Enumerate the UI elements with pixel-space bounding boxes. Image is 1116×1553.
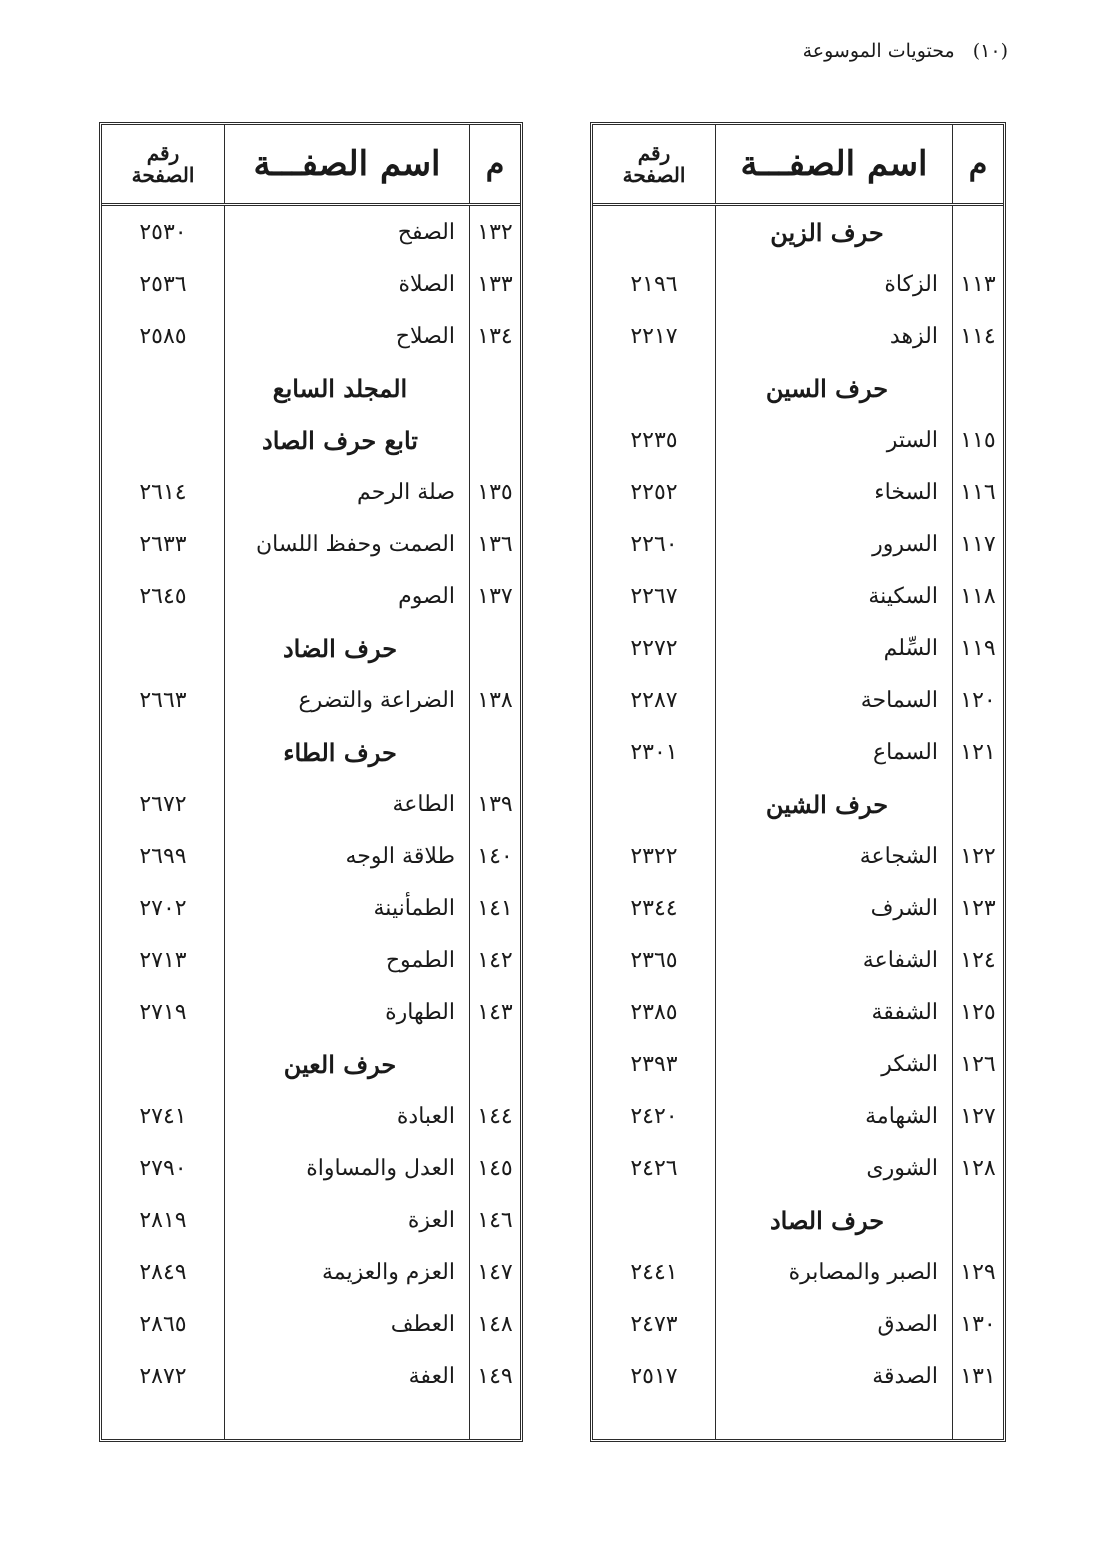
entry-number: ١٤٢ bbox=[477, 947, 513, 973]
entry-name: السماحة bbox=[716, 674, 953, 726]
entry-number: ١٢٢ bbox=[960, 843, 996, 869]
toc-table-left bbox=[99, 122, 523, 1442]
column-header-name: اسم الصفـــة bbox=[225, 125, 470, 205]
column-header-page-line1: رقم bbox=[637, 141, 671, 165]
column-header-page-line2: الصفحة bbox=[622, 163, 686, 187]
entry-number: ١٤١ bbox=[477, 895, 513, 921]
entry-name: الصلاة bbox=[225, 258, 470, 310]
row-number-empty bbox=[953, 205, 1004, 259]
entry-number: ١٢٧ bbox=[960, 1103, 996, 1129]
entry-page: ٢٦٦٣ bbox=[102, 674, 225, 726]
entry-page: ٢٤٢٠ bbox=[593, 1090, 716, 1142]
entry-name: طلاقة الوجه bbox=[225, 830, 470, 882]
entry-name: العبادة bbox=[225, 1090, 470, 1142]
entry-number: ١٢٤ bbox=[960, 947, 996, 973]
entry-page: ٢٧٩٠ bbox=[102, 1142, 225, 1194]
table-row bbox=[593, 258, 1003, 310]
section-heading: حرف الصاد bbox=[716, 1194, 953, 1246]
row-number-empty bbox=[470, 414, 521, 466]
table-row bbox=[593, 1090, 1003, 1142]
entry-page: ٢٧١٩ bbox=[102, 986, 225, 1038]
table-row bbox=[593, 1246, 1003, 1298]
row-page-empty bbox=[593, 778, 716, 830]
section-heading: حرف السين bbox=[716, 362, 953, 414]
section-heading-row bbox=[102, 1038, 520, 1090]
table-row bbox=[102, 934, 520, 986]
entry-name: الستر bbox=[716, 414, 953, 466]
row-number-empty bbox=[470, 1038, 521, 1090]
table-row bbox=[102, 830, 520, 882]
row-page-empty bbox=[102, 414, 225, 466]
table-row bbox=[593, 726, 1003, 778]
entry-name: الصوم bbox=[225, 570, 470, 622]
entry-name: الشورى bbox=[716, 1142, 953, 1194]
column-header-number: م bbox=[470, 125, 521, 205]
table-row bbox=[102, 570, 520, 622]
table-row bbox=[593, 674, 1003, 726]
row-page-empty bbox=[102, 622, 225, 674]
row-page-empty bbox=[102, 362, 225, 414]
row-page-empty bbox=[102, 726, 225, 778]
entry-page: ٢٢٣٥ bbox=[593, 414, 716, 466]
entry-number: ١٣٧ bbox=[477, 583, 513, 609]
entry-name: السرور bbox=[716, 518, 953, 570]
entry-name: العدل والمساواة bbox=[225, 1142, 470, 1194]
row-number-empty bbox=[953, 362, 1004, 414]
entry-page: ٢٢٥٢ bbox=[593, 466, 716, 518]
entry-number: ١٤٠ bbox=[477, 843, 513, 869]
section-heading: حرف الطاء bbox=[225, 726, 470, 778]
entry-page: ٢٥٣٠ bbox=[102, 205, 225, 259]
entry-number: ١٣٠ bbox=[960, 1311, 996, 1337]
entry-name: الطموح bbox=[225, 934, 470, 986]
entry-number: ١٣٥ bbox=[477, 479, 513, 505]
table-row bbox=[102, 1350, 520, 1402]
filler-cell bbox=[102, 1402, 225, 1439]
column-header-page-line2: الصفحة bbox=[131, 163, 195, 187]
section-heading: حرف الشين bbox=[716, 778, 953, 830]
section-heading-row bbox=[102, 622, 520, 674]
table-row bbox=[102, 674, 520, 726]
entry-page: ٢٦٤٥ bbox=[102, 570, 225, 622]
entry-page: ٢٢٨٧ bbox=[593, 674, 716, 726]
entry-page: ٢٢٦٠ bbox=[593, 518, 716, 570]
entry-page: ٢٦٣٣ bbox=[102, 518, 225, 570]
table-row bbox=[593, 830, 1003, 882]
table-row bbox=[593, 622, 1003, 674]
filler-cell bbox=[470, 1402, 521, 1439]
table-row bbox=[593, 518, 1003, 570]
toc-table-right bbox=[590, 122, 1006, 1442]
section-heading-row bbox=[593, 362, 1003, 414]
entry-number: ١٣٣ bbox=[477, 271, 513, 297]
entry-page: ٢٨٧٢ bbox=[102, 1350, 225, 1402]
entry-name: صلة الرحم bbox=[225, 466, 470, 518]
entry-page: ٢٧١٣ bbox=[102, 934, 225, 986]
filler-cell bbox=[593, 1402, 716, 1439]
table-row bbox=[102, 986, 520, 1038]
entry-page: ٢٧٠٢ bbox=[102, 882, 225, 934]
entry-page: ٢٦١٤ bbox=[102, 466, 225, 518]
entry-number: ١٢٥ bbox=[960, 999, 996, 1025]
entry-name: الشجاعة bbox=[716, 830, 953, 882]
entry-number: ١٤٣ bbox=[477, 999, 513, 1025]
row-number-empty bbox=[470, 622, 521, 674]
page-number: (١٠) bbox=[972, 40, 1008, 62]
entry-number: ١٢٨ bbox=[960, 1155, 996, 1181]
entry-name: السِّلم bbox=[716, 622, 953, 674]
entry-number: ١٢٦ bbox=[960, 1051, 996, 1077]
entry-name: الشكر bbox=[716, 1038, 953, 1090]
row-number-empty bbox=[470, 726, 521, 778]
table-filler-row bbox=[102, 1402, 520, 1439]
entry-name: السخاء bbox=[716, 466, 953, 518]
entry-name: السماع bbox=[716, 726, 953, 778]
entry-number: ١٤٥ bbox=[477, 1155, 513, 1181]
entry-name: الشرف bbox=[716, 882, 953, 934]
entry-page: ٢٣٠١ bbox=[593, 726, 716, 778]
column-header-name: اسم الصفـــة bbox=[716, 125, 953, 205]
entry-number: ١١٤ bbox=[960, 323, 996, 349]
entry-name: الصبر والمصابرة bbox=[716, 1246, 953, 1298]
page-header bbox=[803, 40, 1008, 62]
entry-name: الصفح bbox=[225, 205, 470, 259]
section-heading-row bbox=[593, 205, 1003, 259]
entry-number: ١٤٧ bbox=[477, 1259, 513, 1285]
entry-number: ١٣٢ bbox=[477, 219, 513, 245]
entry-number: ١١٧ bbox=[960, 531, 996, 557]
row-page-empty bbox=[102, 1038, 225, 1090]
entry-name: الصمت وحفظ اللسان bbox=[225, 518, 470, 570]
filler-cell bbox=[953, 1402, 1004, 1439]
entry-number: ١٣١ bbox=[960, 1363, 996, 1389]
table-row bbox=[593, 466, 1003, 518]
entry-page: ٢٥١٧ bbox=[593, 1350, 716, 1402]
table-row bbox=[102, 1298, 520, 1350]
entry-number: ١٣٦ bbox=[477, 531, 513, 557]
section-heading-row bbox=[102, 362, 520, 414]
table-row bbox=[102, 1090, 520, 1142]
entry-page: ٢٥٨٥ bbox=[102, 310, 225, 362]
entry-name: العزم والعزيمة bbox=[225, 1246, 470, 1298]
column-header-page bbox=[102, 125, 225, 205]
entry-page: ٢٣٨٥ bbox=[593, 986, 716, 1038]
table-row bbox=[102, 1142, 520, 1194]
section-heading: المجلد السابع bbox=[225, 362, 470, 414]
entry-name: الضراعة والتضرع bbox=[225, 674, 470, 726]
entry-page: ٢٨١٩ bbox=[102, 1194, 225, 1246]
entry-page: ٢٣٩٣ bbox=[593, 1038, 716, 1090]
row-number-empty bbox=[953, 778, 1004, 830]
entry-name: الصدقة bbox=[716, 1350, 953, 1402]
table-row bbox=[593, 882, 1003, 934]
table-filler-row bbox=[593, 1402, 1003, 1439]
entry-page: ٢٣٢٢ bbox=[593, 830, 716, 882]
page-title: محتويات الموسوعة bbox=[802, 40, 955, 62]
entry-name: الصدق bbox=[716, 1298, 953, 1350]
entry-number: ١٣٩ bbox=[477, 791, 513, 817]
section-heading-row bbox=[102, 414, 520, 466]
column-header-page bbox=[593, 125, 716, 205]
entry-page: ٢٨٤٩ bbox=[102, 1246, 225, 1298]
entry-name: الزكاة bbox=[716, 258, 953, 310]
column-header-page-line1: رقم bbox=[146, 141, 180, 165]
entry-name: الشفقة bbox=[716, 986, 953, 1038]
column-header-number: م bbox=[953, 125, 1004, 205]
entry-name: الصلاح bbox=[225, 310, 470, 362]
table-row bbox=[593, 1142, 1003, 1194]
entry-number: ١٤٨ bbox=[477, 1311, 513, 1337]
row-page-empty bbox=[593, 362, 716, 414]
entry-name: الشهامة bbox=[716, 1090, 953, 1142]
entry-page: ٢٧٤١ bbox=[102, 1090, 225, 1142]
entry-name: العفة bbox=[225, 1350, 470, 1402]
entry-name: الزهد bbox=[716, 310, 953, 362]
entry-number: ١١٦ bbox=[960, 479, 996, 505]
table-row bbox=[593, 310, 1003, 362]
row-page-empty bbox=[593, 1194, 716, 1246]
entry-page: ٢٤٢٦ bbox=[593, 1142, 716, 1194]
entry-number: ١٣٨ bbox=[477, 687, 513, 713]
table-row bbox=[102, 466, 520, 518]
entry-page: ٢٥٣٦ bbox=[102, 258, 225, 310]
table-row bbox=[102, 1246, 520, 1298]
table-header-row bbox=[593, 125, 1003, 205]
entry-number: ١٢٣ bbox=[960, 895, 996, 921]
entry-number: ١٢٩ bbox=[960, 1259, 996, 1285]
table-row bbox=[102, 882, 520, 934]
entry-name: الشفاعة bbox=[716, 934, 953, 986]
table-row bbox=[593, 414, 1003, 466]
entry-name: العزة bbox=[225, 1194, 470, 1246]
table-row bbox=[102, 205, 520, 259]
entry-page: ٢٢٦٧ bbox=[593, 570, 716, 622]
entry-page: ٢٨٦٥ bbox=[102, 1298, 225, 1350]
entry-name: الطهارة bbox=[225, 986, 470, 1038]
table-row bbox=[593, 1298, 1003, 1350]
table-row bbox=[102, 310, 520, 362]
section-heading: حرف العين bbox=[225, 1038, 470, 1090]
filler-cell bbox=[225, 1402, 470, 1439]
filler-cell bbox=[716, 1402, 953, 1439]
section-heading-row bbox=[593, 778, 1003, 830]
entry-page: ٢٦٧٢ bbox=[102, 778, 225, 830]
entry-number: ١١٣ bbox=[960, 271, 996, 297]
entry-page: ٢٤٧٣ bbox=[593, 1298, 716, 1350]
table-row bbox=[593, 934, 1003, 986]
section-heading: حرف الزين bbox=[716, 205, 953, 259]
entry-name: الطاعة bbox=[225, 778, 470, 830]
table-row bbox=[102, 518, 520, 570]
entry-page: ٢٣٦٥ bbox=[593, 934, 716, 986]
entry-page: ٢٦٩٩ bbox=[102, 830, 225, 882]
section-heading: حرف الضاد bbox=[225, 622, 470, 674]
table-row bbox=[102, 258, 520, 310]
entry-page: ٢٢٧٢ bbox=[593, 622, 716, 674]
entry-number: ١٤٦ bbox=[477, 1207, 513, 1233]
entry-number: ١٤٩ bbox=[477, 1363, 513, 1389]
entry-number: ١٣٤ bbox=[477, 323, 513, 349]
entry-page: ٢٤٤١ bbox=[593, 1246, 716, 1298]
entry-number: ١١٥ bbox=[960, 427, 996, 453]
entry-name: الطمأنينة bbox=[225, 882, 470, 934]
row-page-empty bbox=[593, 205, 716, 259]
table-row bbox=[102, 1194, 520, 1246]
entry-page: ٢١٩٦ bbox=[593, 258, 716, 310]
entry-number: ١٢١ bbox=[960, 739, 996, 765]
entry-name: العطف bbox=[225, 1298, 470, 1350]
section-heading-row bbox=[102, 726, 520, 778]
table-row bbox=[102, 778, 520, 830]
entry-number: ١١٩ bbox=[960, 635, 996, 661]
table-header-row bbox=[102, 125, 520, 205]
entry-name: السكينة bbox=[716, 570, 953, 622]
table-row bbox=[593, 1038, 1003, 1090]
table-row bbox=[593, 570, 1003, 622]
row-number-empty bbox=[470, 362, 521, 414]
section-heading-row bbox=[593, 1194, 1003, 1246]
entry-page: ٢٢١٧ bbox=[593, 310, 716, 362]
section-heading: تابع حرف الصاد bbox=[225, 414, 470, 466]
entry-number: ١٤٤ bbox=[477, 1103, 513, 1129]
table-row bbox=[593, 1350, 1003, 1402]
entry-page: ٢٣٤٤ bbox=[593, 882, 716, 934]
entry-number: ١٢٠ bbox=[960, 687, 996, 713]
entry-number: ١١٨ bbox=[960, 583, 996, 609]
row-number-empty bbox=[953, 1194, 1004, 1246]
table-row bbox=[593, 986, 1003, 1038]
